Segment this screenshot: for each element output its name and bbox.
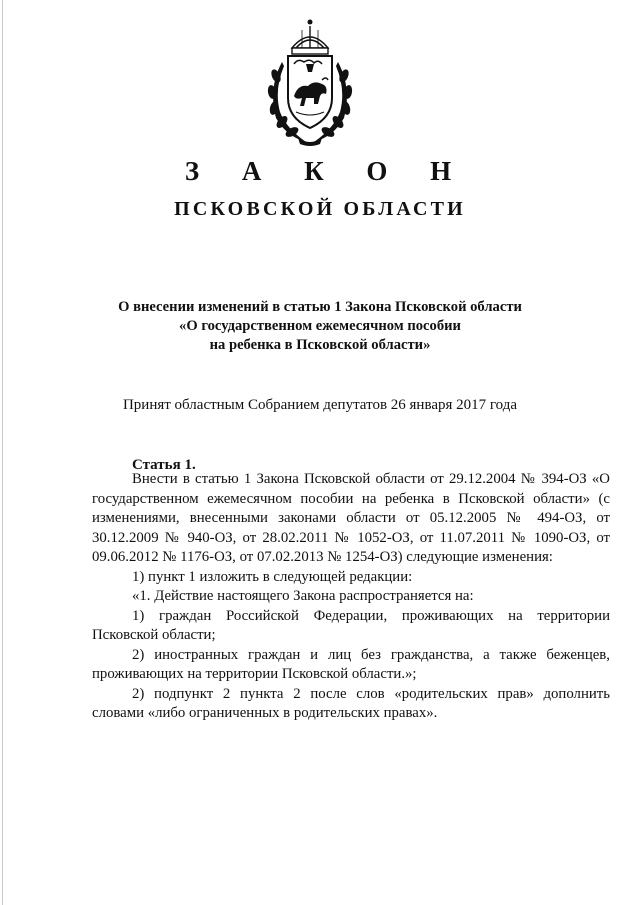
document-title-line: О внесении изменений в статью 1 Закона Псковской области [118, 299, 522, 315]
document-title [110, 298, 530, 355]
document-title-line: «О государственном ежемесячном пособии [179, 318, 461, 334]
pskov-coat-of-arms-icon [262, 18, 358, 148]
article-paragraph: Внести в статью 1 Закона Псковской области от 29.12.2004 № 394-ОЗ «О государственном ежемесячном пособии на ребенка в Псковской области» (с изменениями, внесенными законами области от 05.12.2005 № 494-ОЗ, от 30.12.2009 № 940-ОЗ, от 28.02.2011 № 1052-ОЗ, от 11.07.2011 № 1090-ОЗ, от 09.06.2012 № 1176-ОЗ, от 07.02.2013 № 1254-ОЗ) следующие изменения: [92, 471, 610, 565]
article-paragraph: 1) граждан Российской Федерации, проживающих на территории Псковской области; [92, 607, 610, 643]
article-paragraph: 1) пункт 1 изложить в следующей редакции: [132, 568, 413, 585]
article-heading: Статья 1. [132, 457, 196, 473]
article-paragraph: 2) подпункт 2 пункта 2 после слов «родительских прав» дополнить словами «либо ограниченных в родительских правах». [92, 685, 610, 721]
article-paragraph: 2) иностранных граждан и лиц без гражданства, а также беженцев, проживающих на территории Псковской области.»; [92, 646, 610, 682]
article-body [92, 470, 610, 724]
document-title-line: на ребенка в Псковской области» [209, 337, 431, 353]
article-paragraph: «1. Действие настоящего Закона распространяется на: [132, 588, 474, 604]
region-title: ПСКОВСКОЙ ОБЛАСТИ [174, 198, 466, 220]
adoption-statement: Принят областным Собранием депутатов 26 января 2017 года [122, 397, 518, 413]
scan-edge-line [2, 0, 3, 905]
law-title: З А К О Н [184, 156, 470, 186]
